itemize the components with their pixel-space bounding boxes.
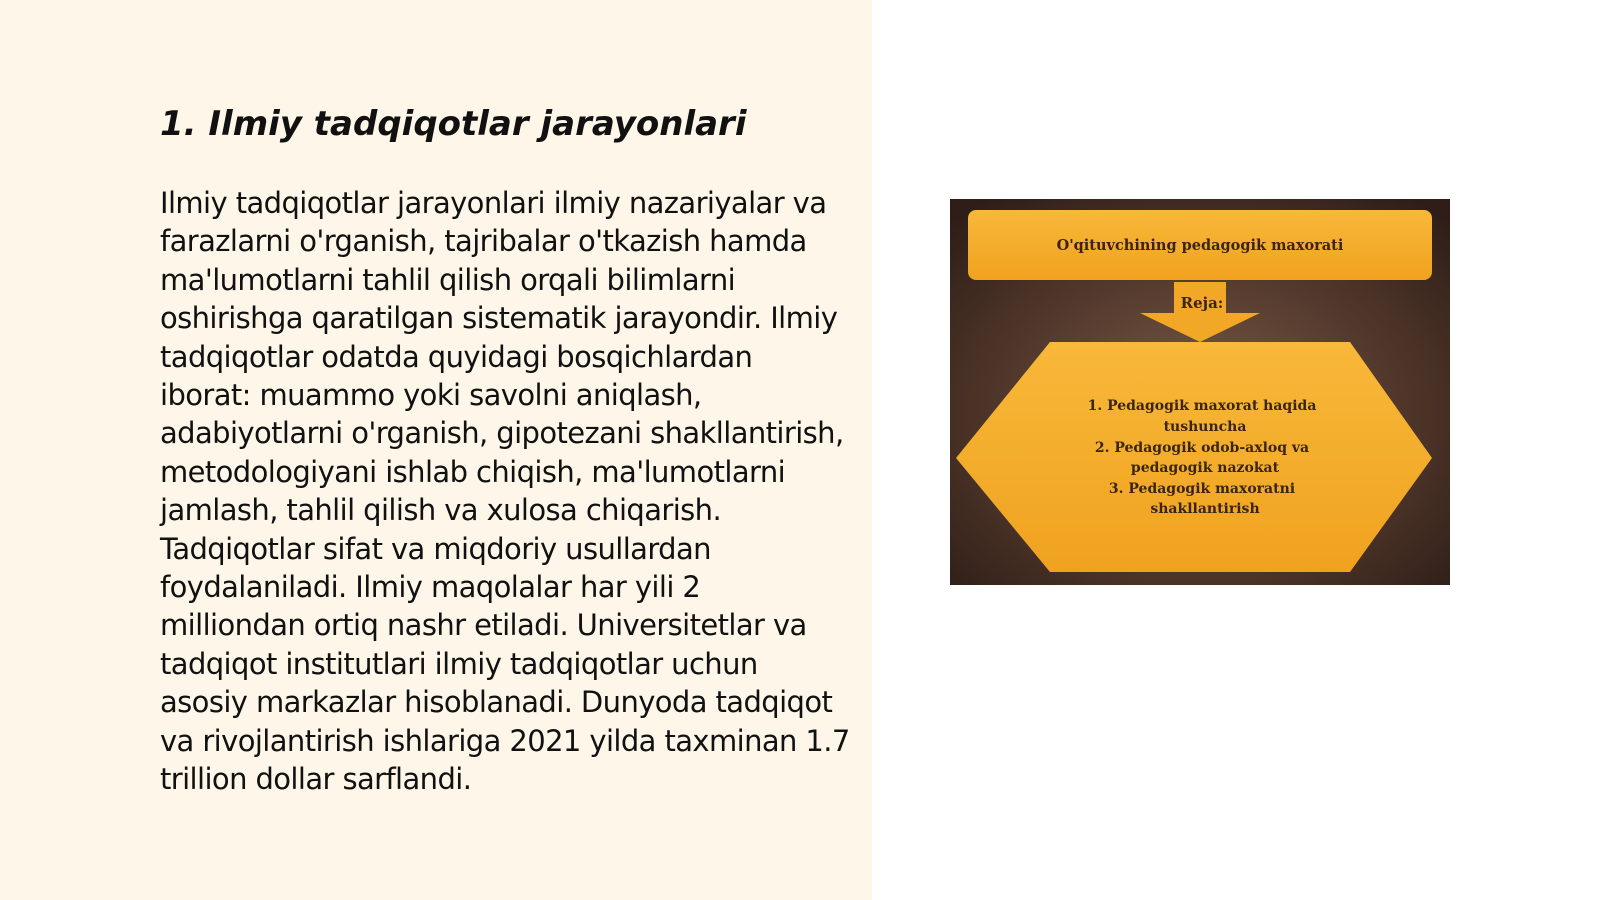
hexagon-shape	[956, 342, 1432, 572]
plan-item-line: shakllantirish	[1150, 501, 1260, 517]
plan-item-line: 2. Pedagogik odob-axloq va	[1094, 440, 1310, 456]
diagram-image	[950, 199, 1450, 585]
header-text: O'qituvchining pedagogik maxorati	[1056, 237, 1344, 254]
arrow-label: Reja:	[1180, 294, 1224, 312]
plan-item-line: 1. Pedagogik maxorat haqida	[1087, 398, 1317, 414]
slide-body-text: Ilmiy tadqiqotlar jarayonlari ilmiy nazariyalar va farazlarni o'rganish, tajribalar o'tkazish hamda ma'lumotlarni tahlil qilish orqali bilimlarni oshirishga qaratilgan sistematik jarayondir. Ilmiy tadqiqotlar odatda quyidagi bosqichlardan iborat: muammo yoki savolni aniqlash, adabiyotlarni o'rganish, gipotezani shakllantirish, metodologiyani ishlab chiqish, ma'lumotlarni jamlash, tahlil qilish va xulosa chiqarish. Tadqiqotlar sifat va miqdoriy usullardan foydalaniladi. Ilmiy maqolalar har yili 2 milliondan ortiq nashr etiladi. Universitetlar va tadqiqot institutlari ilmiy tadqiqotlar uchun asosiy markazlar hisoblanadi. Dunyoda tadqiqot va rivojlantirish ishlariga 2021 yilda taxminan 1.7 trillion dollar sarflandi.	[160, 186, 850, 797]
plan-item-line: pedagogik nazokat	[1130, 460, 1280, 476]
plan-item-line: tushuncha	[1163, 419, 1247, 435]
slide-title: 1. Ilmiy tadqiqotlar jarayonlari	[160, 104, 747, 144]
diagram-svg	[950, 199, 1450, 585]
plan-item-line: 3. Pedagogik maxoratni	[1108, 481, 1296, 497]
